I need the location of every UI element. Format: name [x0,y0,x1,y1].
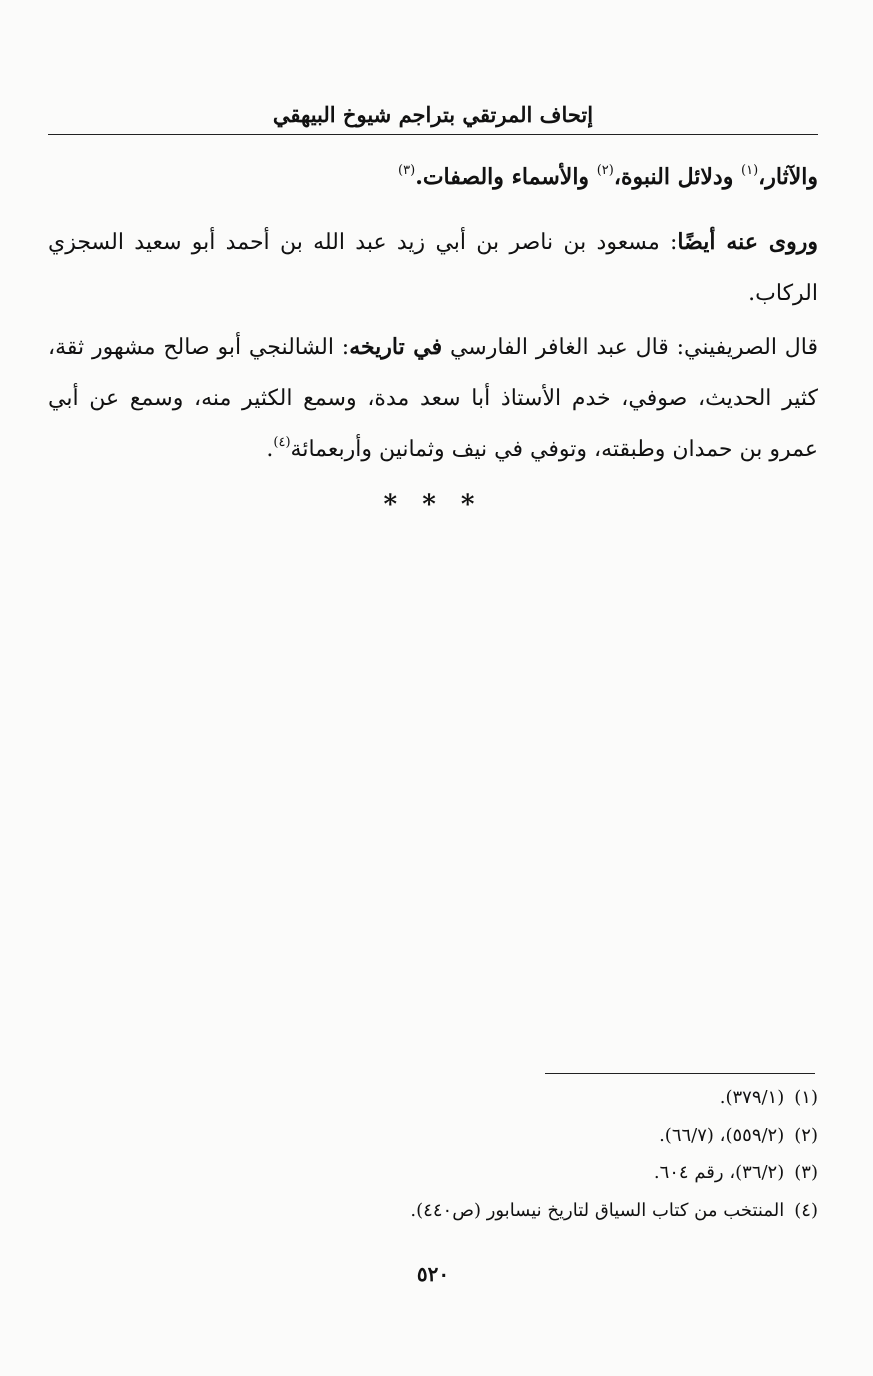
p3-text-1: قال الصريفيني: قال عبد الغافر الفارسي [442,335,818,360]
p3-text-2: : الشالنجي أبو صالح مشهور ثقة، كثير الحديث، صوفي، خدم الأستاذ أبا سعد مدة، وسمع الكثير منه، وسمع عن أبي عمرو بن حمدان وطبقته، وتوفي في نيف وثمانين وأربعمائة [48,335,818,462]
footnote-number: (١) [794,1087,818,1108]
footnote-number: (٢) [794,1124,818,1146]
footnote-text: (٣٧٩/١). [719,1087,785,1108]
footnotes [48,1079,818,1229]
footnote-number: (٤) [794,1199,818,1221]
footnote-number: (٣) [794,1162,818,1183]
paragraph-1 [48,152,818,203]
footnote-marker-1: (١) [741,163,759,178]
p1-text-3: والأسماء والصفات. [415,164,597,190]
footnote-text: المنتخب من كتاب السياق لتاريخ نيسابور (ص٤٤٠). [410,1199,785,1221]
running-header [48,100,818,130]
paragraph-2 [48,217,818,319]
page-number: ٥٢٠ [416,1262,450,1286]
p1-text-1: والآثار، [758,164,818,190]
footnote-marker-4: (٤) [273,435,291,450]
p3-text-end: . [266,437,274,462]
p1-text-2: ودلائل النبوة، [613,164,742,190]
footnote-1 [48,1079,818,1117]
footnote-marker-2: (٢) [596,163,614,178]
p3-bold-source: في تاريخه [349,334,443,360]
running-header-title: إتحاف المرتقي بتراجم شيوخ البيهقي [272,102,594,127]
footnote-rule [545,1073,815,1074]
p2-text: : مسعود بن ناصر بن أبي زيد عبد الله بن أحمد أبو سعيد السجزي الركاب. [48,230,818,306]
header-rule [48,134,818,135]
footnote-4 [48,1192,818,1230]
footnote-text: (٣٦/٢)، رقم ٦٠٤. [653,1162,785,1183]
footnote-2 [48,1117,818,1155]
paragraph-3 [48,322,818,475]
section-separator: * * * [383,490,483,520]
footnote-marker-3: (٣) [398,163,416,178]
footnote-text: (٥٥٩/٢)، (٦٦/٧). [659,1124,785,1146]
p2-lead: وروى عنه أيضًا [677,229,818,255]
footnote-3 [48,1154,818,1192]
